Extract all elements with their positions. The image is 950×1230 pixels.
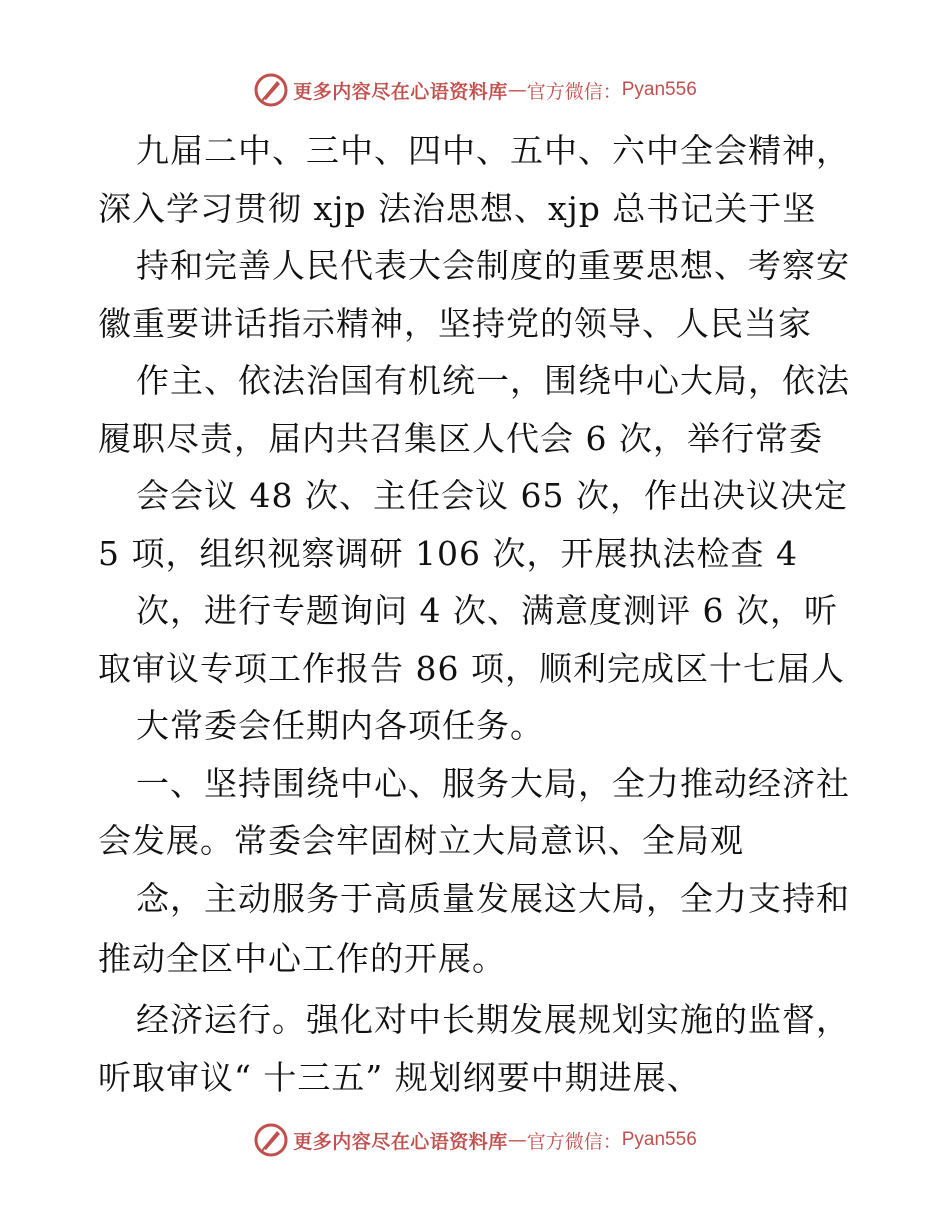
text-line: 次，进行专题询问 4 次、满意度测评 6 次，听 [136,591,838,630]
text-line: 大常委会任期内各项任务。 [136,706,544,745]
text-line: 会会议 48 次、主任会议 65 次，作出决议决定 [136,476,848,515]
quill-pen-circle-icon [253,1122,289,1158]
text-line: 九届二中、三中、四中、五中、六中全会精神， [136,131,850,170]
text-line: 听取审议“ 十三五” 规划纲要中期进展、 [98,1057,701,1097]
text-line: 履职尽责，届内共召集区人代会 6 次，举行常委 [98,418,823,458]
banner-main-text: 更多内容尽在心语资料库 [293,80,508,103]
section-heading-line: 一、坚持围绕中心、服务大局，全力推动经济社 [136,763,850,803]
banner-wechat-label: 官方微信： [526,80,622,103]
banner-wechat-label: 官方微信： [526,1130,622,1153]
text-line: 徽重要讲话指示精神，坚持党的领导、人民当家 [98,303,812,343]
text-line: 经济运行。强化对中长期发展规划实施的监督， [136,1000,850,1039]
text-line: 5 项，组织视察调研 106 次，开展执法检查 4 [98,533,798,573]
banner-dash: — [507,79,527,101]
text-line: 作主、依法治国有机统一，围绕中心大局，依法 [136,361,850,400]
banner-main-text: 更多内容尽在心语资料库 [293,1130,508,1153]
document-body [0,122,950,1106]
text-line: 取审议专项工作报告 86 项，顺利完成区十七届人 [98,648,845,688]
text-line: 念，主动服务于高质量发展这大局，全力支持和 [136,878,850,918]
text-line: 会发展。常委会牢固树立大局意识、全局观 [98,821,744,860]
banner-wechat-id: Pyan556 [621,1129,697,1150]
banner-dash: — [507,1129,527,1151]
text-line: 持和完善人民代表大会制度的重要思想、考察安 [136,246,850,285]
text-line: 推动全区中心工作的开展。 [98,939,506,978]
footer-banner [0,1120,950,1160]
banner-wechat-id: Pyan556 [621,79,697,100]
text-line: 深入学习贯彻 xjp 法治思想、xjp 总书记关于坚 [98,188,817,228]
quill-pen-circle-icon [253,72,289,108]
header-banner [0,70,950,110]
